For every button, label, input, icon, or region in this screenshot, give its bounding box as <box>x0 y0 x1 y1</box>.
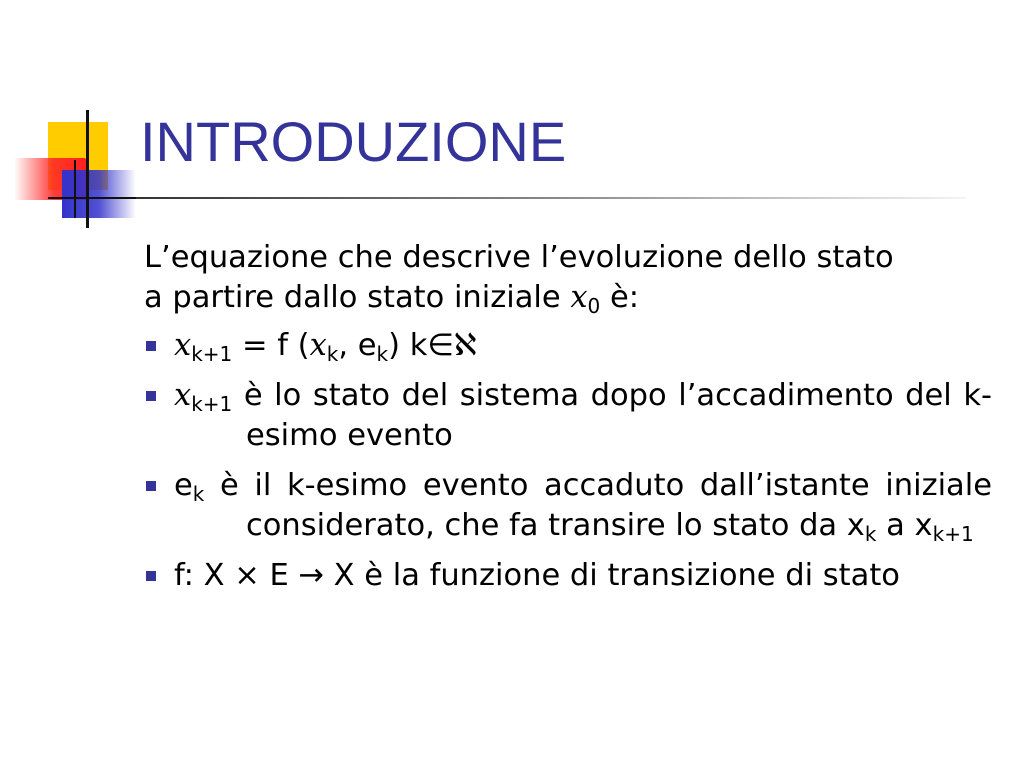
equation-text: = f ( <box>232 328 310 363</box>
intro-line-2-end: è: <box>600 280 640 315</box>
bullet-square-icon <box>146 481 156 491</box>
subscript: k <box>326 342 339 366</box>
intro-line-1: L’equazione che descrive l’evoluzione dello stato <box>144 240 894 275</box>
subscript: k <box>192 482 205 506</box>
bullet-text: a x <box>876 508 933 543</box>
bullet-list <box>144 326 992 596</box>
slide-body <box>144 238 992 606</box>
subscript: k <box>376 342 389 366</box>
equation-text: , e <box>338 328 377 363</box>
subscript: k+1 <box>191 392 233 416</box>
logo-vertical-line <box>86 110 89 228</box>
list-item <box>144 326 992 366</box>
subscript: k+1 <box>932 522 974 546</box>
bullet-square-icon <box>146 391 156 401</box>
subscript-0: 0 <box>587 294 601 318</box>
variable-x: x <box>174 378 192 413</box>
subscript: k+1 <box>191 342 233 366</box>
list-item <box>144 466 992 546</box>
bullet-square-icon <box>146 571 156 581</box>
list-item <box>144 376 992 456</box>
bullet-square-icon <box>146 341 156 351</box>
variable-e: e <box>174 468 193 503</box>
intro-line-2: a partire dallo stato iniziale <box>144 280 571 315</box>
variable-x: x <box>570 280 588 315</box>
logo-vertical-line-short <box>74 160 76 218</box>
title-underline-dark <box>48 197 138 199</box>
variable-x: x <box>174 328 192 363</box>
list-item <box>144 556 992 596</box>
bullet-text: è il k-esimo evento accaduto dall’istante iniziale considerato, che fa transire lo stato da x <box>204 468 992 543</box>
equation-text: ) k∈ℵ <box>388 328 477 363</box>
bullet-text: f: X × E → X è la funzione di transizione di stato <box>174 558 900 593</box>
title-underline <box>136 197 966 199</box>
intro-paragraph <box>144 238 992 318</box>
bullet-text: è lo stato del sistema dopo l’accadimento del k-esimo evento <box>232 378 992 453</box>
subscript: k <box>864 522 877 546</box>
slide-title: INTRODUZIONE <box>140 110 567 173</box>
variable-x: x <box>309 328 327 363</box>
